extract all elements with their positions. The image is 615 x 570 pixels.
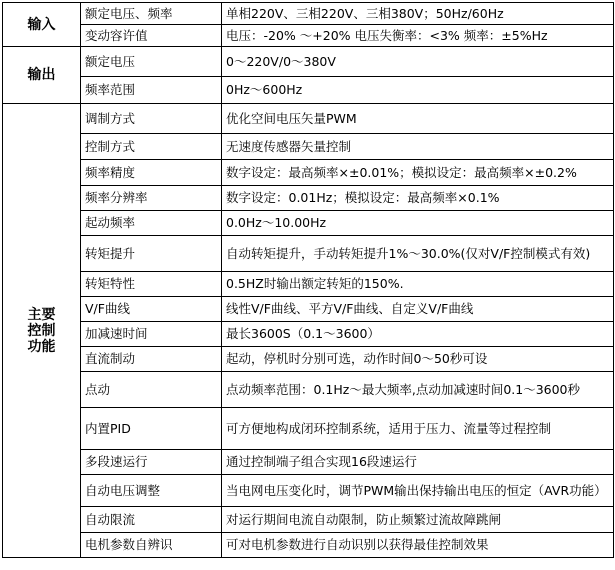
table-row [3, 533, 614, 558]
category-main-control [3, 104, 81, 558]
table-row [3, 25, 614, 47]
table-row [3, 211, 614, 236]
table-row [3, 47, 614, 77]
table-row [3, 297, 614, 322]
row-value: 可对电机参数进行自动识别以获得最佳控制效果 [222, 533, 614, 558]
row-value: 0.0Hz～10.00Hz [222, 211, 614, 236]
row-name: 频率分辨率 [81, 186, 222, 211]
row-name: 加减速时间 [81, 322, 222, 347]
table-row [3, 77, 614, 104]
row-name: 直流制动 [81, 347, 222, 372]
row-value: 单相220V、三相220V、三相380V；50Hz/60Hz [222, 3, 614, 25]
table-row [3, 186, 614, 211]
table-row [3, 450, 614, 475]
row-value: 无速度传感器矢量控制 [222, 134, 614, 160]
row-name: 转矩特性 [81, 272, 222, 297]
table-row [3, 372, 614, 408]
spec-table [2, 2, 614, 558]
category-line: 控制 [27, 322, 56, 339]
row-value: 当电网电压变化时，调节PWM输出保持输出电压的恒定（AVR功能） [222, 475, 614, 507]
category-line: 功能 [27, 338, 56, 355]
table-row [3, 104, 614, 134]
row-name: 转矩提升 [81, 236, 222, 272]
row-name: 额定电压、频率 [81, 3, 222, 25]
table-row [3, 507, 614, 533]
table-row [3, 236, 614, 272]
row-value: 可方便地构成闭环控制系统，适用于压力、流量等过程控制 [222, 408, 614, 450]
row-value: 对运行期间电流自动限制，防止频繁过流故障跳闸 [222, 507, 614, 533]
table-row [3, 408, 614, 450]
row-name: 控制方式 [81, 134, 222, 160]
table-row [3, 475, 614, 507]
row-value: 0.5HZ时输出额定转矩的150%. [222, 272, 614, 297]
category-output: 输出 [3, 47, 81, 104]
table-row [3, 3, 614, 25]
row-name: 频率范围 [81, 77, 222, 104]
row-value: 0～220V/0～380V [222, 47, 614, 77]
row-name: 频率精度 [81, 160, 222, 186]
row-name: 起动频率 [81, 211, 222, 236]
row-value: 自动转矩提升，手动转矩提升1%～30.0%(仅对V/F控制模式有效) [222, 236, 614, 272]
row-name: 调制方式 [81, 104, 222, 134]
row-value: 点动频率范围：0.1Hz～最大频率,点动加减速时间0.1～3600秒 [222, 372, 614, 408]
row-value: 电压：-20% ～+20% 电压失衡率：<3% 频率：±5%Hz [222, 25, 614, 47]
row-name: 多段速运行 [81, 450, 222, 475]
row-name: 电机参数自辨识 [81, 533, 222, 558]
row-value: 0Hz～600Hz [222, 77, 614, 104]
row-name: 内置PID [81, 408, 222, 450]
row-name: 变动容许值 [81, 25, 222, 47]
row-value: 通过控制端子组合实现16段速运行 [222, 450, 614, 475]
row-value: 数字设定：0.01Hz；模拟设定：最高频率×0.1% [222, 186, 614, 211]
table-row [3, 272, 614, 297]
row-name: 额定电压 [81, 47, 222, 77]
table-row [3, 134, 614, 160]
row-value: 起动，停机时分别可选，动作时间0～50秒可设 [222, 347, 614, 372]
row-name: 自动限流 [81, 507, 222, 533]
row-value: 优化空间电压矢量PWM [222, 104, 614, 134]
category-input: 输入 [3, 3, 81, 47]
table-row [3, 347, 614, 372]
row-value: 数字设定：最高频率×±0.01%；模拟设定：最高频率×±0.2% [222, 160, 614, 186]
row-name: 自动电压调整 [81, 475, 222, 507]
row-value: 最长3600S（0.1～3600） [222, 322, 614, 347]
table-row [3, 160, 614, 186]
row-name: V/F曲线 [81, 297, 222, 322]
table-row [3, 322, 614, 347]
row-value: 线性V/F曲线、平方V/F曲线、自定义V/F曲线 [222, 297, 614, 322]
row-name: 点动 [81, 372, 222, 408]
category-line: 主要 [27, 306, 56, 323]
spec-table-body [3, 3, 614, 558]
